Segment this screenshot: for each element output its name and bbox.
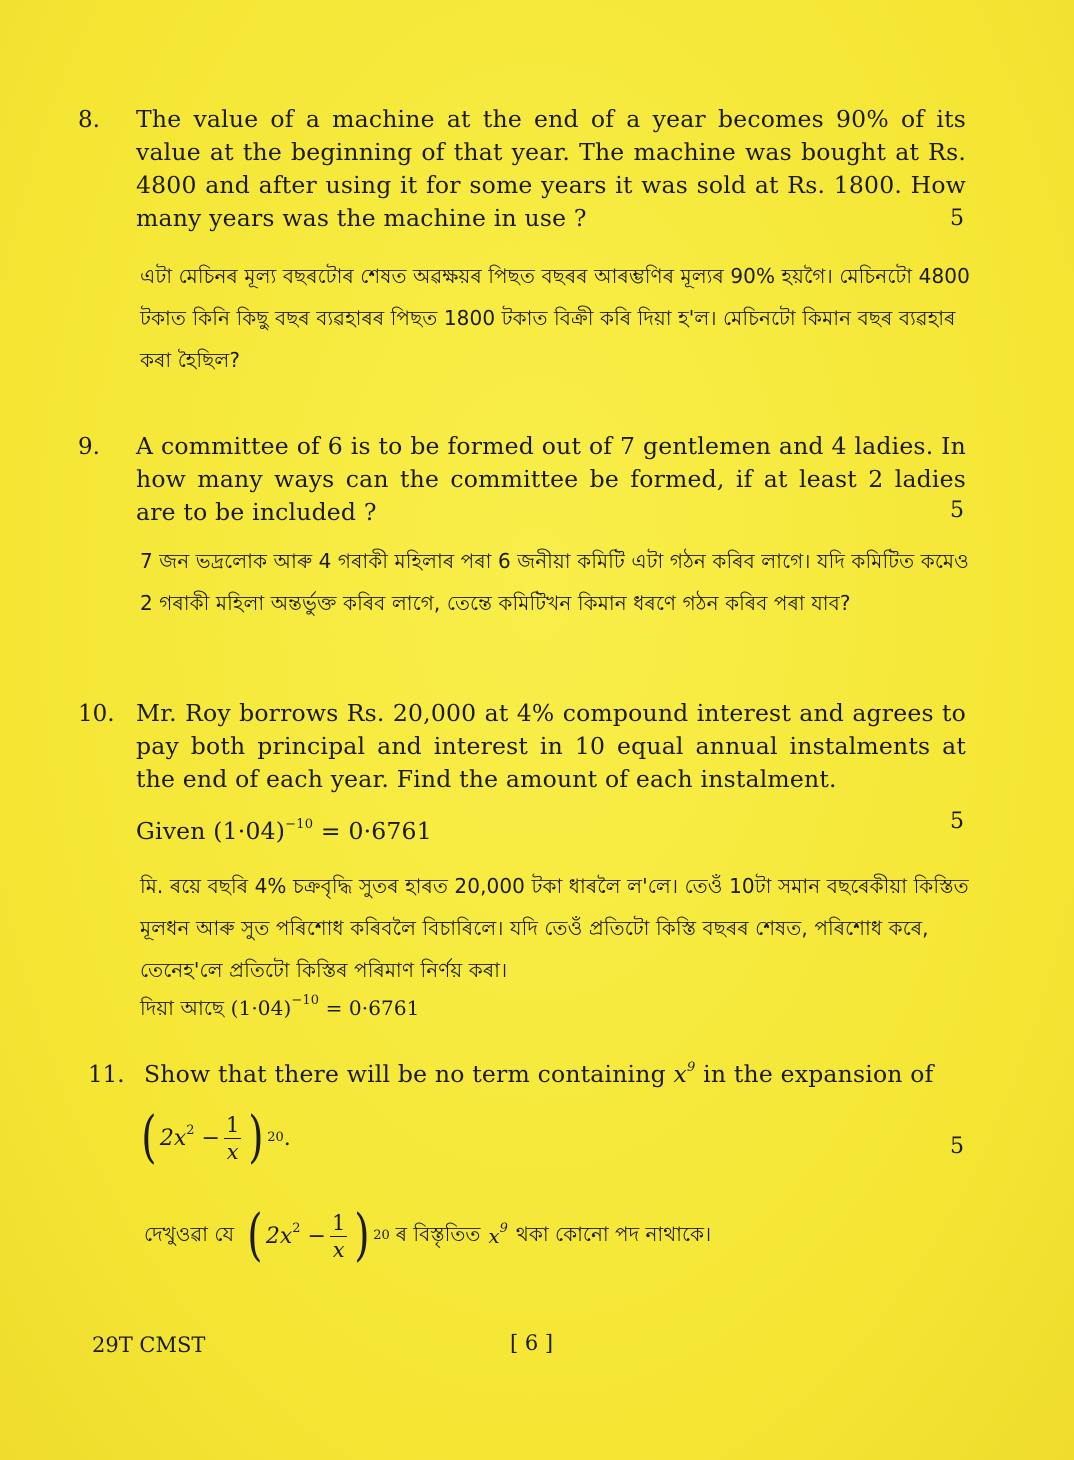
question-marks: 5 (950, 206, 964, 231)
question-number: 11. (88, 1062, 125, 1088)
given-formula: $(1\cdot 04)^{-10} = 0\cdot 6761$ (230, 993, 420, 1020)
question-text-english: Show that there will be no term containing $x^9$ in the expansion of (144, 1060, 934, 1088)
question-number: 9. (78, 434, 100, 460)
page-number: [ 6 ] (510, 1331, 554, 1355)
term-x9: $x^9$ (673, 1060, 696, 1088)
question-text-assamese: দেখুওৱা যে ( $2x^2$ − $\frac{1}{x}$ ) 20 ৰ বিস্তৃতিত $x^9$ থকা কোনো পদ নাথাকে। (144, 1203, 712, 1268)
question-text-assamese: এটা মেচিনৰ মূল্য বছৰটোৰ শেষত অৱক্ষয়ৰ পিছত বছৰৰ আৰম্ভণিৰ মূল্যৰ 90% হয়গৈ। মেচিনটো 4800 টকাত কিনি কিছু বছৰ ব্যৱহাৰৰ পিছত 1800 টকাত বিক্ৰী কৰি দিয়া হ'ল। মেচিনটো কিমান বছৰ ব্যৱহাৰ কৰা হৈছিল? (140, 264, 970, 372)
question-text-english: Mr. Roy borrows Rs. 20,000 at 4% compound interest and agrees to pay both principal and interest in 10 equal annual instalments at the end of each year. Find the amount of each instalment. (136, 699, 966, 793)
question-text-assamese: 7 জন ভদ্ৰলোক আৰু 4 গৰাকী মহিলাৰ পৰা 6 জনীয়া কমিটি এটা গঠন কৰিব লাগে। যদি কমিটিত কমেও 2 গৰাকী মহিলা অন্তৰ্ভুক্ত কৰিব লাগে, তেন্তে কমিটিখন কিমান ধৰণে গঠন কৰিব পৰা যাব? (140, 549, 969, 615)
question-number: 8. (78, 107, 100, 133)
question-marks: 5 (950, 498, 964, 523)
question-number: 10. (78, 701, 115, 727)
question-text-assamese: মি. ৰয়ে বছৰি 4% চক্ৰবৃদ্ধি সুতৰ হাৰত 20,000 টকা ধাৰলৈ ল'লে। তেওঁ 10টা সমান বছৰেকীয়া কিস্তিত মূলধন আৰু সুত পৰিশোধ কৰিবলৈ বিচাৰিলে। যদি তেওঁ প্ৰতিটো কিস্তি বছৰৰ শেষত, পৰিশোধ কৰে, তেনেহ'লে প্ৰতিটো কিস্তিৰ পৰিমাণ নিৰ্ণয় কৰা। (140, 874, 969, 982)
given-formula: $(1\cdot 04)^{-10} = 0\cdot 6761$ (213, 817, 432, 845)
question-given-english: Given $(1\cdot 04)^{-10} = 0\cdot 6761$ (136, 817, 432, 845)
expression-english: ( $2x^2$ − $\frac{1}{x}$ ) 20 . (141, 1105, 291, 1170)
question-text-english: The value of a machine at the end of a year becomes 90% of its value at the beginning of that year. The machine was bought at Rs. 4800 and after using it for some years it was sold at Rs. 1800. How many years was the machine in use ? (136, 105, 966, 232)
question-marks: 5 (950, 1134, 964, 1159)
question-marks: 5 (950, 809, 964, 834)
question-text-english: A committee of 6 is to be formed out of 7 gentlemen and 4 ladies. In how many ways can the committee be formed, if at least 2 ladies are to be included ? (136, 432, 966, 526)
paper-code: 29T CMST (92, 1333, 206, 1357)
question-given-assamese: দিয়া আছে $(1\cdot 04)^{-10} = 0\cdot 6761$ (140, 993, 420, 1020)
